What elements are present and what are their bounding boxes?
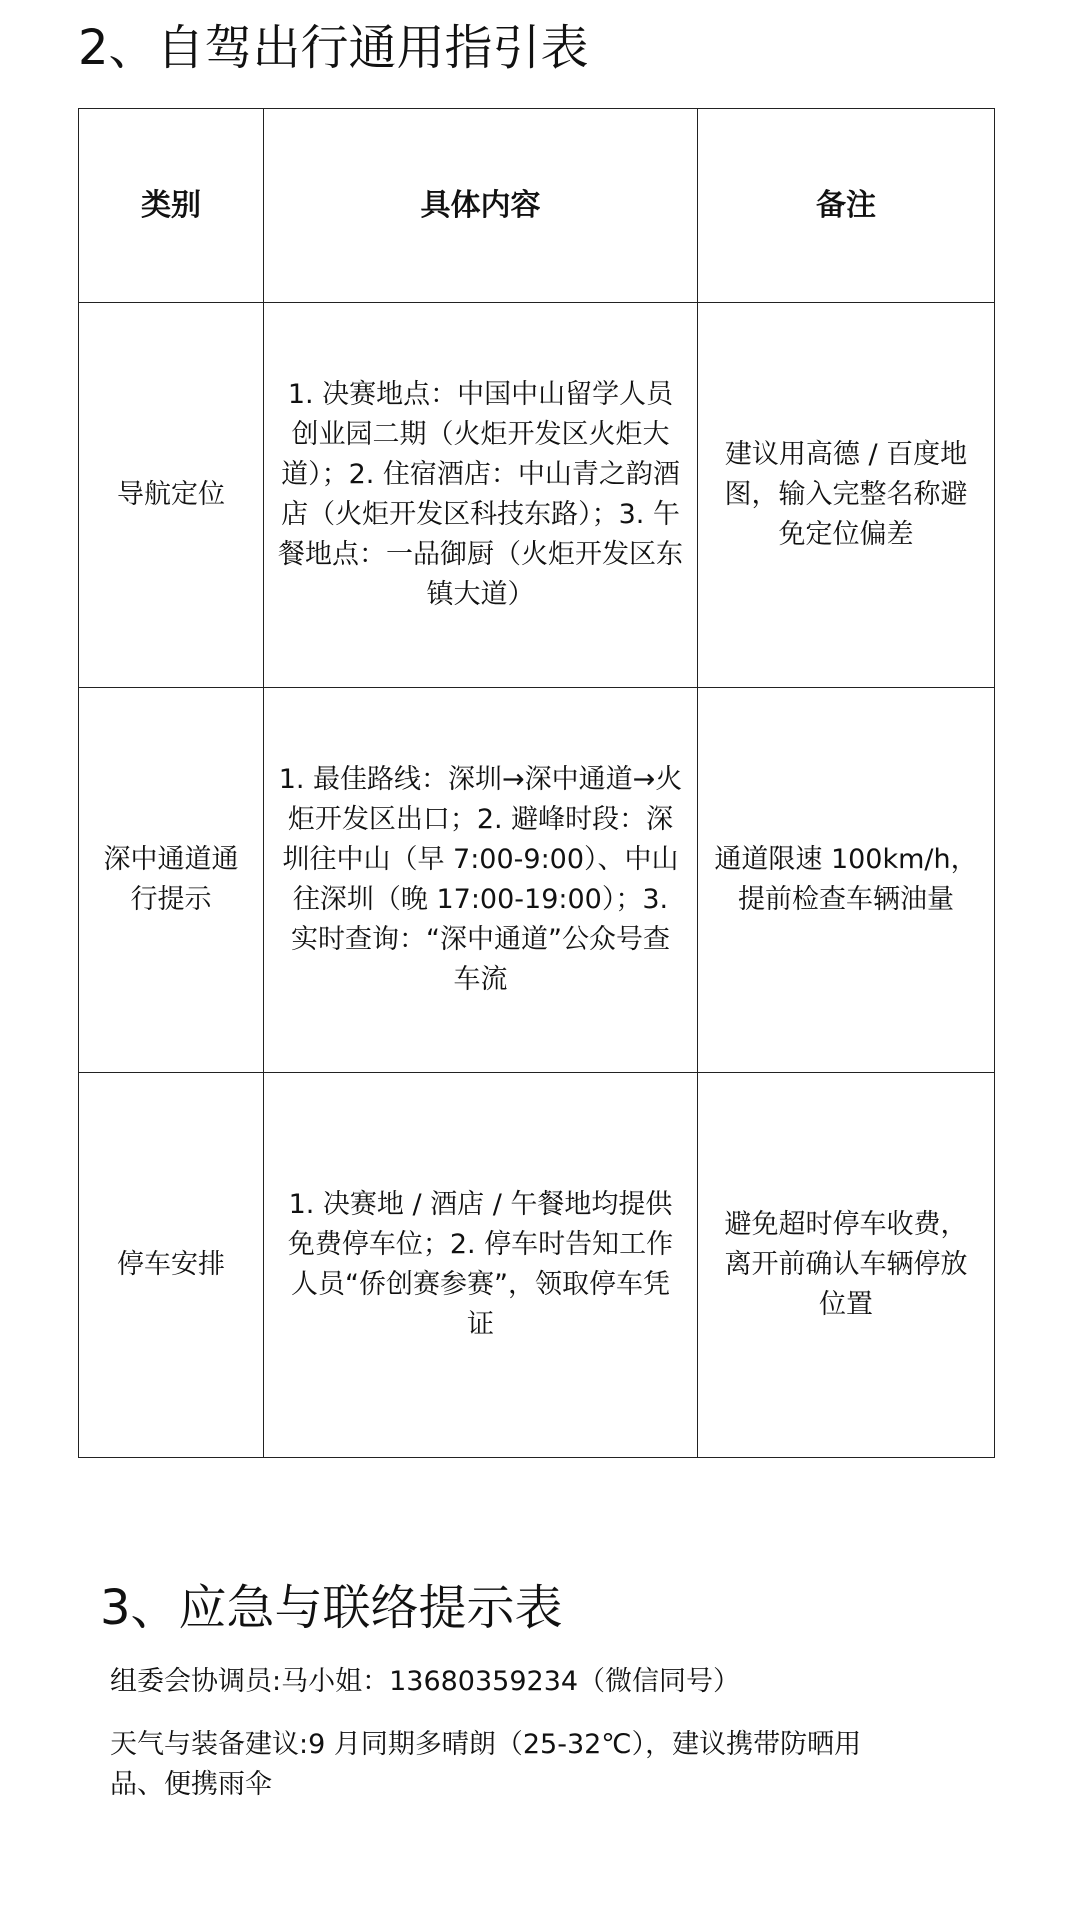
weather-advice: 天气与装备建议:9 月同期多晴朗（25-32℃），建议携带防晒用品、便携雨伞 — [110, 1729, 862, 1800]
header-category: 类别 — [79, 109, 264, 303]
driving-guide-table — [78, 108, 995, 1458]
section-title-emergency: 3、应急与联络提示表 — [100, 1580, 563, 1636]
cell-content: 1. 最佳路线：深圳→深中通道→火炬开发区出口；2. 避峰时段：深圳往中山（早 7:00-9:00）、中山往深圳（晚 17:00-19:00）；3. 实时查询：“深中通道”公众号查车流 — [264, 688, 698, 1073]
table-row — [79, 1073, 995, 1458]
cell-note: 避免超时停车收费，离开前确认车辆停放位置 — [698, 1073, 995, 1458]
table-row — [79, 688, 995, 1073]
header-note: 备注 — [698, 109, 995, 303]
coordinator-contact: 组委会协调员:马小姐：13680359234（微信同号） — [110, 1666, 741, 1697]
cell-note: 通道限速 100km/h，提前检查车辆油量 — [698, 688, 995, 1073]
cell-category: 停车安排 — [79, 1073, 264, 1458]
cell-content: 1. 决赛地点：中国中山留学人员创业园二期（火炬开发区火炬大道）；2. 住宿酒店：中山青之韵酒店（火炬开发区科技东路）；3. 午餐地点：一品御厨（火炬开发区东镇大道） — [264, 303, 698, 688]
table-header-row — [79, 109, 995, 303]
cell-content: 1. 决赛地 / 酒店 / 午餐地均提供免费停车位；2. 停车时告知工作人员“侨创赛参赛”，领取停车凭证 — [264, 1073, 698, 1458]
section-title-guide: 2、自驾出行通用指引表 — [78, 20, 589, 76]
table-row — [79, 303, 995, 688]
cell-category: 深中通道通行提示 — [79, 688, 264, 1073]
cell-note: 建议用高德 / 百度地图，输入完整名称避免定位偏差 — [698, 303, 995, 688]
header-content: 具体内容 — [264, 109, 698, 303]
cell-category: 导航定位 — [79, 303, 264, 688]
